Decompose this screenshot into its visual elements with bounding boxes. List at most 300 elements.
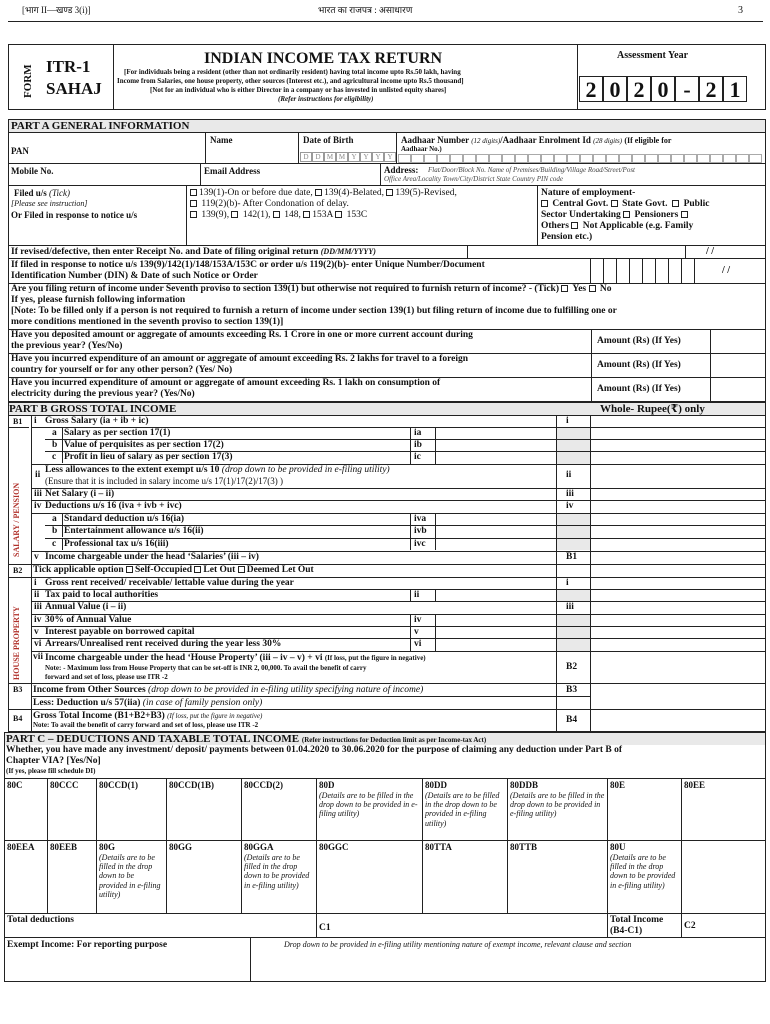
- b1-ii-amount-input[interactable]: [592, 466, 764, 486]
- part-c-question-2: Chapter VIA? [Yes/No]: [6, 756, 101, 766]
- seventh-proviso-question: Are you filing return of income under Seventh proviso to section 139(1) but otherwise not required to furnish return of income? - (Tick) Yes No: [11, 284, 612, 294]
- part-b-total-input[interactable]: [592, 602, 764, 612]
- deduction-80tta-input[interactable]: [424, 854, 505, 911]
- travel-question-1: Have you incurred expenditure of an amount or aggregate of amount exceeding Rs. 2 lakhs for travel to a foreign: [11, 354, 469, 364]
- part-b-row-code: ic: [414, 452, 421, 462]
- assessment-year-digit: -: [675, 76, 699, 102]
- grid-divider: [507, 778, 508, 840]
- b4-code-left: B4: [13, 714, 23, 723]
- dob-digit-box[interactable]: D: [300, 152, 312, 162]
- checkbox-let-out[interactable]: [194, 566, 201, 573]
- grid-divider: [96, 778, 97, 840]
- checkbox-139-9[interactable]: [190, 211, 197, 218]
- checkbox-state-govt[interactable]: [611, 200, 618, 207]
- aadhaar-digit-box[interactable]: [489, 154, 502, 163]
- aadhaar-digit-box[interactable]: [541, 154, 554, 163]
- b2-vii-note: Note: - Maximum loss from House Property that can be set-off is INR 2, 00,000. To avail the benefit of carry: [45, 664, 367, 672]
- part-b-row-input[interactable]: [437, 452, 553, 462]
- deduction-80ccd(1)-label: 80CCD(1): [99, 780, 138, 790]
- filed-notice-label: Or Filed in response to notice u/s: [11, 210, 138, 220]
- part-b-row-letter: b: [52, 526, 58, 536]
- aadhaar-digit-box[interactable]: [411, 154, 424, 163]
- checkbox-seventh-no[interactable]: [589, 285, 596, 292]
- row-divider: [62, 451, 63, 463]
- filed-instruction: [Please see instruction]: [11, 199, 88, 208]
- deduction-80eeb-label: 80EEB: [50, 842, 78, 852]
- part-b-row-label: Value of perquisites as per section 17(2): [64, 440, 224, 450]
- deduction-80ccd(2)-label: 80CCD(2): [244, 780, 283, 790]
- assessment-year-digit: 1: [723, 76, 747, 102]
- part-b-total-input[interactable]: [592, 552, 764, 562]
- part-b-row-input[interactable]: [437, 428, 553, 438]
- part-b-row-code: ivc: [414, 539, 426, 549]
- b3-amount-input[interactable]: [592, 685, 764, 696]
- part-b-row-label: Arrears/Unrealised rent received during the year less 30%: [45, 639, 282, 649]
- din-digit-box[interactable]: [642, 259, 655, 283]
- checkbox-pensioners[interactable]: [623, 211, 630, 218]
- deduction-80eea-input[interactable]: [6, 854, 45, 911]
- part-b-row-label: Income chargeable under the head ‘Salaries’ (iii – iv): [45, 552, 259, 562]
- aadhaar-digit-box[interactable]: [645, 154, 658, 163]
- deduction-80c-input[interactable]: [6, 792, 45, 838]
- gazette-title: भारत का राजपत्र : असाधारण: [318, 5, 413, 15]
- employment-row-3: Others Not Applicable (e.g. Family: [541, 221, 694, 231]
- checkbox-central-govt[interactable]: [541, 200, 548, 207]
- aadhaar-note: Aadhaar No.): [401, 145, 442, 153]
- part-b-row-label: Professional tax u/s 16(iii): [64, 539, 169, 549]
- deposit-amount-input[interactable]: [712, 331, 764, 350]
- employment-row-2: Sector Undertaking Pensioners: [541, 211, 690, 221]
- grid-divider: [681, 778, 682, 840]
- part-b-row-label: Standard deduction u/s 16(ia): [64, 514, 185, 524]
- part-c-heading: PART C – DEDUCTIONS AND TAXABLE TOTAL INCOME (Refer instructions for Deduction limit as per Income-tax Act): [6, 733, 487, 745]
- part-b-total-input[interactable]: [592, 578, 764, 588]
- employment-title: Nature of employment-: [541, 188, 636, 198]
- assessment-year-digit: 0: [603, 76, 627, 102]
- part-b-row-code: ib: [414, 440, 422, 450]
- b3-code-left: B3: [13, 685, 23, 694]
- address-label: Address:: [384, 165, 419, 175]
- part-b-row-label: Net Salary (i – ii): [45, 489, 115, 499]
- b2-amount-input[interactable]: [592, 654, 764, 682]
- checkbox-139-4[interactable]: [315, 189, 322, 196]
- aadhaar-digit-box[interactable]: [697, 154, 710, 163]
- checkbox-142-1[interactable]: [231, 211, 238, 218]
- part-b-row-label: Profit in lieu of salary as per section 17(3): [64, 452, 233, 462]
- part-b-row-label: Annual Value (i – ii): [45, 602, 127, 612]
- part-b-row-code: ivb: [414, 526, 427, 536]
- details-80dd-note: (Details are to be filled in the drop down to be provided in e-filing utility): [425, 791, 500, 828]
- b2-let-label: Let Out: [203, 565, 236, 575]
- aadhaar-digit-box[interactable]: [567, 154, 580, 163]
- form-desc-2: Income from Salaries, one house property, other sources (Interest etc.), and agricultural income upto Rs.5 thousand]: [117, 77, 464, 85]
- checkbox-153a[interactable]: [303, 211, 310, 218]
- form-code: ITR-1: [46, 57, 91, 76]
- employment-row-1: Central Govt. State Govt. Public: [541, 200, 709, 210]
- form-title: INDIAN INCOME TAX RETURN: [204, 50, 443, 67]
- part-c-question-3: (If yes, please fill schedule DI): [6, 767, 96, 775]
- email-input[interactable]: [275, 165, 375, 182]
- b1-ii-num: ii: [35, 470, 41, 480]
- part-b-total-code: B1: [566, 552, 578, 562]
- grid-divider: [607, 778, 608, 840]
- employment-row-4: Pension etc.): [541, 232, 593, 242]
- deduction-80ttb-input[interactable]: [509, 854, 605, 911]
- part-b-row-letter: a: [52, 514, 57, 524]
- part-b-row-number: iv: [34, 501, 42, 511]
- filed-us-label: Filed u/s (Tick): [14, 188, 71, 198]
- part-b-row-input[interactable]: [437, 627, 553, 637]
- total-deductions-label: Total deductions: [7, 915, 74, 925]
- b1-ii-label: Less allowances to the extent exempt u/s 10 (drop down to be provided in e-filing utility): [45, 465, 390, 475]
- part-b-row-input[interactable]: [437, 639, 553, 649]
- grid-divider: [681, 840, 682, 913]
- din-digit-box[interactable]: [629, 259, 642, 283]
- b4-note: Note: To avail the benefit of carry forward and set of loss, please use ITR -2: [33, 721, 259, 729]
- part-b-row-number: v: [34, 552, 39, 562]
- dob-digit-box[interactable]: Y: [360, 152, 372, 162]
- deduction-80gga-label: 80GGA: [244, 842, 274, 852]
- filed-options-1: 139(1)-On or before due date, 139(4)-Belated, 139(5)-Revised,: [190, 189, 457, 199]
- seventh-proviso-note-2: more conditions mentioned in the seventh proviso to section 139(1)]: [11, 317, 284, 327]
- c1-amount-input[interactable]: [335, 915, 603, 935]
- deduction-80eea-label: 80EEA: [7, 842, 35, 852]
- part-b-row-code: vi: [414, 639, 422, 649]
- part-b-row-number: ii: [34, 590, 40, 600]
- assessment-year-digit: 2: [627, 76, 651, 102]
- aadhaar-digit-box[interactable]: [671, 154, 684, 163]
- part-b-total-code: iii: [566, 489, 574, 499]
- grid-divider: [47, 778, 48, 840]
- aadhaar-digit-box[interactable]: [606, 154, 619, 163]
- gazette-rule: [8, 21, 763, 22]
- checkbox-others[interactable]: [681, 211, 688, 218]
- part-b-row-label: Entertainment allowance u/s 16(ii): [64, 526, 204, 536]
- part-b-row-label: Gross Salary (ia + ib + ic): [45, 416, 149, 426]
- din-label-1: If filed in response to notice u/s 139(9)/142(1)/148/153A/153C or order u/s 119(2)(b)- enter Unique Number/Document: [11, 260, 485, 270]
- aadhaar-digit-box[interactable]: [528, 154, 541, 163]
- dob-digit-box[interactable]: M: [324, 152, 336, 162]
- mobile-label: Mobile No.: [11, 166, 54, 176]
- b2-tick-label: Tick applicable option: [33, 565, 124, 575]
- dob-digit-box[interactable]: Y: [372, 152, 384, 162]
- aadhaar-digit-box[interactable]: [749, 154, 762, 163]
- part-b-row-code: v: [414, 627, 419, 637]
- b4-amount-input[interactable]: [592, 711, 764, 730]
- exempt-income-label: Exempt Income: For reporting purpose: [7, 940, 168, 950]
- salary-pension-side-label: SALARY / PENSION: [12, 482, 21, 557]
- dob-digit-box[interactable]: M: [336, 152, 348, 162]
- aadhaar-label: Aadhaar Number (12 digits)/Aadhaar Enrolment Id (28 digits) (If eligible for: [401, 135, 672, 145]
- email-label: Email Address: [204, 166, 261, 176]
- part-b-row-number: iii: [34, 602, 42, 612]
- part-b-row-code: ii: [414, 590, 420, 600]
- details-80d-note: (Details are to be filled in the drop down to be provided in e-filing utility): [319, 791, 418, 819]
- aadhaar-digit-box[interactable]: [658, 154, 671, 163]
- part-b-row-input[interactable]: [437, 514, 553, 524]
- seventh-proviso-note-1: [Note: To be filled only if a person is not required to furnish a return of income under section 139(1) but filing return of income due to fulfilling one or: [11, 306, 617, 316]
- total-income-formula: (B4-C1): [610, 926, 643, 936]
- form-name: SAHAJ: [46, 79, 102, 98]
- assessment-year-digit: 2: [579, 76, 603, 102]
- b2-deemed-label: Deemed Let Out: [246, 565, 314, 575]
- b2-vii-num: vii: [33, 652, 44, 662]
- part-b-total-code: i: [566, 578, 569, 588]
- b4-code: B4: [566, 715, 578, 725]
- name-label: Name: [210, 135, 233, 145]
- row-divider: [62, 525, 63, 537]
- b1-ii-label-2: (Ensure that it is included in salary income u/s 17(1)/17(2)/17(3) ): [45, 476, 283, 486]
- din-label-2: Identification Number (DIN) & Date of such Notice or Order: [11, 271, 258, 281]
- revised-label: If revised/defective, then enter Receipt No. and Date of filing original return (DD/MM/YYYY): [11, 247, 376, 257]
- aadhaar-digit-box[interactable]: [424, 154, 437, 163]
- part-b-total-input[interactable]: [592, 416, 764, 426]
- b3-less-label: Less: Deduction u/s 57(iia) (in case of family pension only): [33, 698, 263, 708]
- electricity-amount-label: Amount (Rs) (If Yes): [597, 384, 681, 394]
- assessment-year-digit: 0: [651, 76, 675, 102]
- total-income-label: Total Income: [610, 915, 664, 925]
- grid-divider: [607, 840, 608, 913]
- seventh-proviso-ifyes: If yes, please furnish following information: [11, 295, 186, 305]
- form-desc-4: (Refer instructions for eligibility): [278, 95, 374, 103]
- dob-digit-box[interactable]: Y: [384, 152, 396, 162]
- aadhaar-digit-box[interactable]: [580, 154, 593, 163]
- part-b-row-code: iv: [414, 615, 422, 625]
- grid-divider: [316, 840, 317, 913]
- row-divider: [62, 513, 63, 525]
- row-divider: [62, 439, 63, 451]
- name-input[interactable]: [210, 148, 294, 161]
- grid-divider: [166, 840, 167, 913]
- aadhaar-digit-box[interactable]: [736, 154, 749, 163]
- aadhaar-digit-box[interactable]: [476, 154, 489, 163]
- grid-divider: [422, 778, 423, 840]
- checkbox-148[interactable]: [273, 211, 280, 218]
- part-b-row-number: i: [34, 416, 37, 426]
- part-b-row-input[interactable]: [437, 539, 553, 549]
- revised-date[interactable]: / /: [706, 246, 715, 257]
- deduction-80ddb-label: 80DDB: [510, 780, 539, 790]
- aadhaar-digit-box[interactable]: [632, 154, 645, 163]
- aadhaar-digit-box[interactable]: [450, 154, 463, 163]
- checkbox-deemed-let-out[interactable]: [238, 566, 245, 573]
- grid-divider: [507, 840, 508, 913]
- part-b-row-input[interactable]: [437, 615, 553, 625]
- part-b-total-code: iv: [566, 501, 574, 511]
- deduction-80tta-label: 80TTA: [425, 842, 452, 852]
- b2-tick-options: [33, 566, 314, 576]
- c1-code: C1: [319, 923, 331, 933]
- part-b-row-number: vi: [34, 639, 42, 649]
- checkbox-139-1[interactable]: [190, 189, 197, 196]
- part-b-row-letter: a: [52, 428, 57, 438]
- aadhaar-digit-box[interactable]: [502, 154, 515, 163]
- address-fields-2: Office Area/Locality Town/City/District State Country PIN code: [384, 175, 564, 183]
- deduction-80gg-input[interactable]: [168, 854, 239, 911]
- part-b-row-label: 30% of Annual Value: [45, 615, 132, 625]
- deduction-80ccd(1b)-input[interactable]: [168, 792, 239, 838]
- details-80ddb-note: (Details are to be filled in the drop down to be provided in e-filing utility): [510, 791, 605, 819]
- deduction-80ccd(1b)-label: 80CCD(1B): [169, 780, 214, 790]
- grid-divider: [422, 840, 423, 913]
- row-rule: [31, 614, 766, 615]
- deduction-80e-input[interactable]: [609, 792, 679, 838]
- travel-amount-input[interactable]: [712, 355, 764, 374]
- filed-options-2: 119(2)(b)- After Condonation of delay.: [190, 200, 349, 210]
- aadhaar-digit-box[interactable]: [684, 154, 697, 163]
- part-b-row-code: iva: [414, 514, 427, 524]
- part-b-row-letter: c: [52, 539, 57, 549]
- b2-vii-label: Income chargeable under the head ‘House Property’ (iii – iv – v) + vi (If loss, put the figure in negative): [45, 653, 426, 663]
- checkbox-119-2-b[interactable]: [190, 200, 197, 207]
- din-digit-box[interactable]: [603, 259, 616, 283]
- b2-code-left: B2: [13, 566, 23, 575]
- dob-label: Date of Birth: [303, 135, 354, 145]
- dob-digit-box[interactable]: D: [312, 152, 324, 162]
- b2-code: B2: [566, 662, 578, 672]
- checkbox-self-occupied[interactable]: [126, 566, 133, 573]
- deduction-80gg-label: 80GG: [169, 842, 193, 852]
- details-80gga-note: (Details are to be filled in the drop down to be provided in e-filing utility): [244, 853, 310, 890]
- aadhaar-digit-box[interactable]: [710, 154, 723, 163]
- aadhaar-digit-box[interactable]: [398, 154, 411, 163]
- din-digit-box[interactable]: [681, 259, 694, 283]
- din-date[interactable]: / /: [722, 265, 731, 276]
- b2-self-label: Self-Occupied: [135, 565, 193, 575]
- part-b-row-number: i: [34, 578, 37, 588]
- part-b-row-label: Salary as per section 17(1): [64, 428, 171, 438]
- address-fields-1: Flat/Door/Block No. Name of Premises/Building/Village Road/Street/Post: [428, 166, 635, 174]
- aadhaar-digit-box[interactable]: [515, 154, 528, 163]
- checkbox-public-sector[interactable]: [672, 200, 679, 207]
- deduction-80g-label: 80G: [99, 842, 116, 852]
- part-a-heading: PART A GENERAL INFORMATION: [11, 120, 190, 132]
- deduction-80ccc-label: 80CCC: [50, 780, 79, 790]
- receipt-no-input[interactable]: [470, 246, 682, 257]
- page-number: 3: [738, 5, 743, 16]
- din-digit-box[interactable]: [616, 259, 629, 283]
- deduction-80e-label: 80E: [610, 780, 626, 790]
- part-b-row-letter: b: [52, 440, 58, 450]
- aadhaar-digit-box[interactable]: [723, 154, 736, 163]
- deduction-80ggc-label: 80GGC: [319, 842, 349, 852]
- deduction-80ee-label: 80EE: [684, 780, 706, 790]
- part-b-row-label: Interest payable on borrowed capital: [45, 627, 195, 637]
- aadhaar-digit-box[interactable]: [593, 154, 606, 163]
- deduction-80dd-label: 80DD: [425, 780, 447, 790]
- aadhaar-digit-box[interactable]: [554, 154, 567, 163]
- b2-vii-note-2: forward and set of loss, please use ITR -2: [45, 673, 168, 681]
- part-b-row-input[interactable]: [437, 590, 553, 600]
- deposit-question-1: Have you deposited amount or aggregate of amounts exceeding Rs. 1 Crore in one or more current account during: [11, 330, 473, 340]
- deduction-80eeb-input[interactable]: [49, 854, 94, 911]
- form-desc-1: [For individuals being a resident (other than not ordinarily resident) having total income upto Rs.50 lakh, having: [124, 68, 461, 76]
- aadhaar-digit-box[interactable]: [619, 154, 632, 163]
- deduction-80ggc-input[interactable]: [318, 854, 420, 911]
- deduction-80ccd(1)-input[interactable]: [98, 792, 164, 838]
- part-b-row-number: iii: [34, 489, 42, 499]
- address-input[interactable]: [384, 165, 762, 184]
- form-desc-3: [Not for an individual who is either Director in a company or has invested in unlisted equity shares]: [150, 86, 447, 94]
- deduction-80ttb-label: 80TTB: [510, 842, 538, 852]
- part-b-row-number: v: [34, 627, 39, 637]
- deduction-80u-label: 80U: [610, 842, 626, 852]
- electricity-amount-input[interactable]: [712, 379, 764, 398]
- deduction-80d-label: 80D: [319, 780, 335, 790]
- din-digit-box[interactable]: [668, 259, 681, 283]
- part-b-row-code: ia: [414, 428, 422, 438]
- part-b-row-input[interactable]: [437, 526, 553, 536]
- grid-divider: [96, 840, 97, 913]
- form-label: FORM: [22, 64, 34, 98]
- grid-divider: [241, 840, 242, 913]
- checkbox-not-applicable[interactable]: [571, 222, 578, 229]
- deduction-80ee-input[interactable]: [683, 792, 764, 838]
- din-digit-box[interactable]: [590, 259, 603, 283]
- part-b-total-code: iii: [566, 602, 574, 612]
- part-b-row-letter: c: [52, 452, 57, 462]
- deduction-80ccd(2)-input[interactable]: [243, 792, 314, 838]
- checkbox-153c[interactable]: [335, 211, 342, 218]
- grid-divider: [316, 778, 317, 840]
- exempt-income-note: Drop down to be provided in e-filing utility mentioning nature of exempt income, relevant clause and section: [284, 940, 632, 949]
- row-divider: [62, 427, 63, 439]
- row-rule: [31, 651, 766, 652]
- aadhaar-digit-box[interactable]: [437, 154, 450, 163]
- part-b-row-label: Tax paid to local authorities: [45, 590, 159, 600]
- gazette-part: [भाग II—खण्ड 3(i)]: [22, 5, 91, 15]
- b1-ii-code: ii: [566, 470, 572, 480]
- deposit-amount-label: Amount (Rs) (If Yes): [597, 336, 681, 346]
- checkbox-seventh-yes[interactable]: [561, 285, 568, 292]
- din-digit-box[interactable]: [694, 259, 707, 283]
- part-b-heading: PART B GROSS TOTAL INCOME: [9, 403, 177, 415]
- part-b-row-number: iv: [34, 615, 42, 625]
- grid-divider: [166, 778, 167, 840]
- travel-question-2: country for yourself or for any other person? (Yes/ No): [11, 365, 233, 375]
- mobile-input[interactable]: [60, 165, 195, 182]
- exempt-income-input[interactable]: [253, 952, 763, 980]
- house-property-side-label: HOUSE PROPERTY: [12, 606, 21, 680]
- checkbox-139-5[interactable]: [386, 189, 393, 196]
- part-b-total-code: i: [566, 416, 569, 426]
- assessment-year-digit: 2: [699, 76, 723, 102]
- part-c-question-1: Whether, you have made any investment/ deposit/ payments between 01.04.2020 to 30.06.2020 for the purpose of claiming any deduction under Part B of: [6, 745, 623, 755]
- part-b-total-input[interactable]: [592, 501, 764, 511]
- grid-divider: [241, 778, 242, 840]
- row-divider: [62, 538, 63, 550]
- part-b-total-input[interactable]: [592, 489, 764, 499]
- pan-label: PAN: [11, 146, 29, 156]
- dob-digit-box[interactable]: Y: [348, 152, 360, 162]
- aadhaar-digit-box[interactable]: [463, 154, 476, 163]
- filed-options-3: 139(9), 142(1), 148, 153A 153C: [190, 211, 367, 221]
- pan-input[interactable]: [40, 143, 200, 157]
- grid-rule: [4, 840, 766, 841]
- part-b-row-input[interactable]: [437, 440, 553, 450]
- electricity-question-1: Have you incurred expenditure of amount or aggregate of amount exceeding Rs. 1 lakh on consumption of: [11, 378, 441, 388]
- assessment-year-label: Assessment Year: [617, 50, 689, 61]
- c2-amount-input[interactable]: [702, 915, 764, 935]
- grid-divider: [47, 840, 48, 913]
- b4-label: Gross Total Income (B1+B2+B3) (If loss, put the figure in negative): [33, 711, 263, 721]
- din-digit-box[interactable]: [655, 259, 668, 283]
- b1-code: B1: [13, 417, 23, 426]
- part-b-row-label: Deductions u/s 16 (iva + ivb + ivc): [45, 501, 182, 511]
- details-80g-note: (Details are to be filled in the drop down to be provided in e-filing utility): [99, 853, 161, 899]
- deduction-80c-label: 80C: [7, 780, 23, 790]
- deduction-80ccc-input[interactable]: [49, 792, 94, 838]
